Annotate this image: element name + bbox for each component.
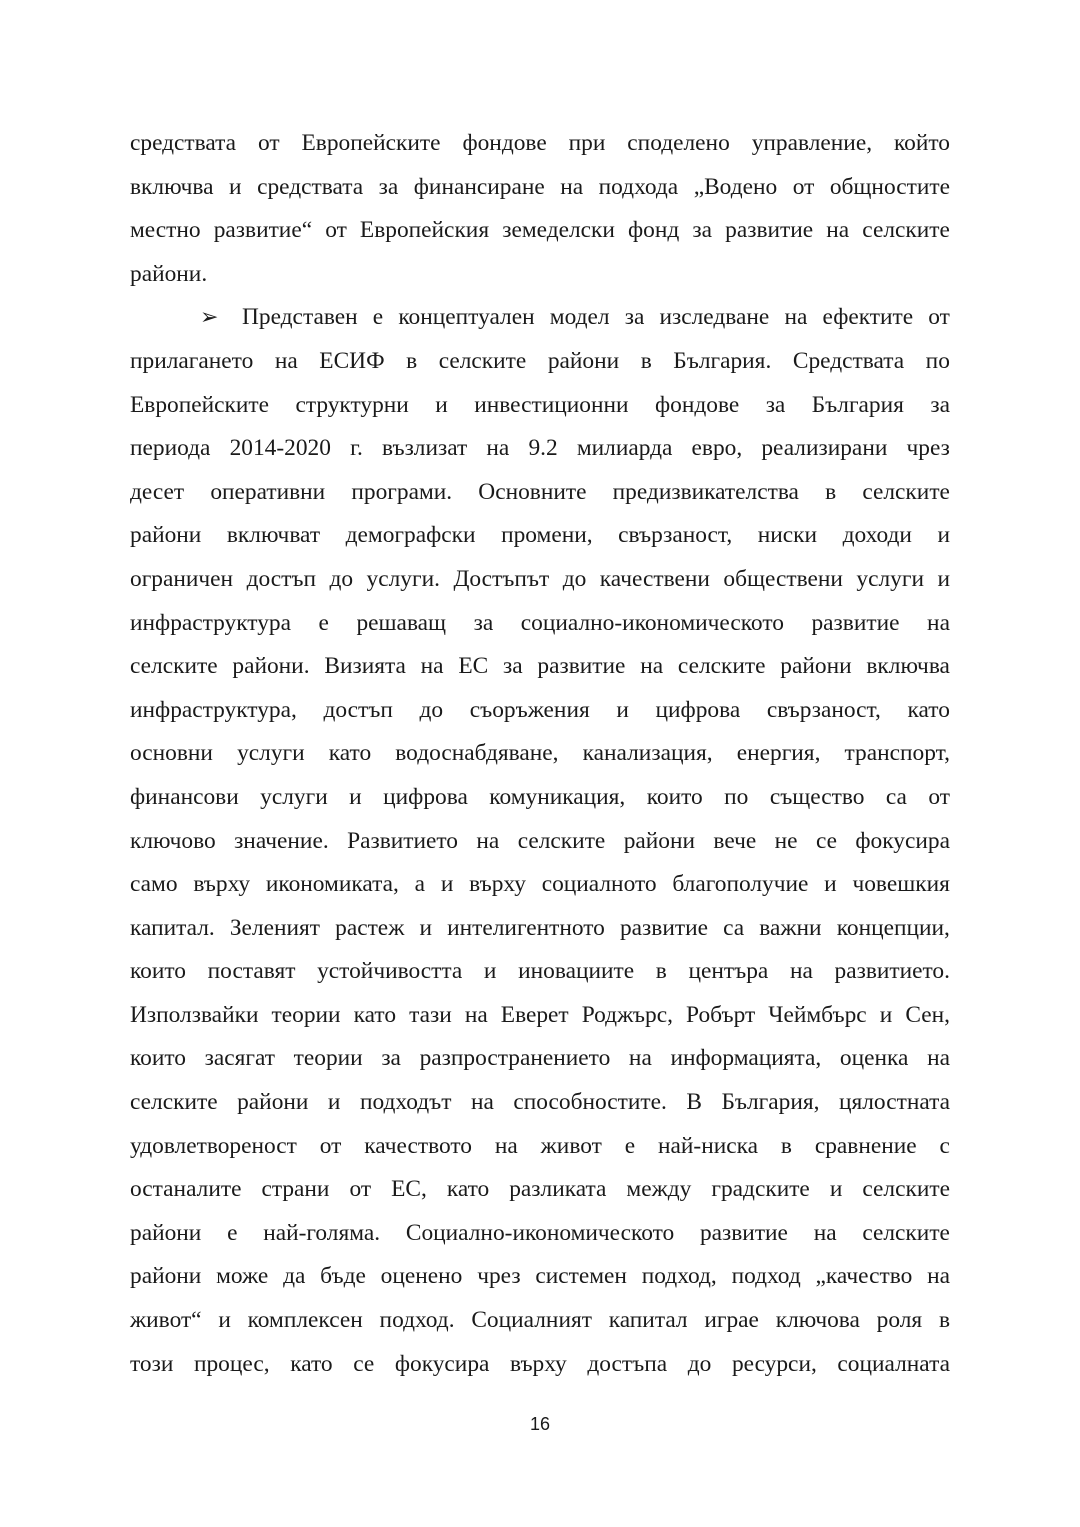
- word: ниски: [757, 522, 818, 549]
- word: оценено: [380, 1263, 463, 1290]
- text-line: [130, 340, 950, 384]
- word: на: [784, 304, 808, 331]
- word: Достъпът: [453, 565, 550, 592]
- word: финансиране: [413, 173, 545, 200]
- word: включва: [130, 173, 214, 200]
- word: земеделски: [502, 217, 615, 244]
- word: роля: [876, 1307, 923, 1334]
- word: и: [218, 1307, 231, 1334]
- word: най-ниска: [657, 1132, 758, 1159]
- text-line: [130, 1037, 950, 1081]
- word: теории: [271, 1001, 341, 1028]
- word: може: [216, 1263, 269, 1290]
- text-line: [130, 776, 950, 820]
- text-line: [130, 1299, 950, 1343]
- word: Сен,: [905, 1001, 950, 1028]
- word: демографски: [345, 522, 476, 549]
- word: структурни: [295, 391, 409, 418]
- word: като: [328, 740, 372, 767]
- word: достъпа: [587, 1350, 668, 1377]
- word: и: [937, 522, 950, 549]
- word: останалите: [130, 1176, 242, 1203]
- text-line: [130, 209, 950, 253]
- text-line: [130, 645, 950, 689]
- word: центъра: [688, 958, 769, 985]
- word: за: [624, 304, 645, 331]
- word: на: [628, 1045, 652, 1072]
- word: живот“: [130, 1307, 202, 1334]
- word: засягат: [204, 1045, 275, 1072]
- word: достъп: [246, 565, 316, 592]
- text-line: [130, 427, 950, 471]
- word: програми.: [351, 478, 453, 505]
- word: Европейските: [130, 391, 270, 418]
- word: и: [824, 871, 837, 898]
- word: подход: [731, 1263, 801, 1290]
- word: на: [560, 173, 584, 200]
- text-line: [130, 253, 950, 297]
- word: от: [792, 173, 815, 200]
- word: до: [419, 696, 444, 723]
- word: селските: [677, 653, 766, 680]
- word: периода: [130, 435, 211, 462]
- word: информацията,: [670, 1045, 822, 1072]
- word: концептуален: [398, 304, 535, 331]
- word: услуги.: [366, 565, 440, 592]
- word: които: [130, 958, 186, 985]
- word: райони: [780, 653, 852, 680]
- word: устойчивостта: [317, 958, 463, 985]
- word: на: [826, 217, 850, 244]
- word: развитие: [619, 914, 708, 941]
- word: страни: [261, 1176, 330, 1203]
- word: Основните: [478, 478, 587, 505]
- word: цифрова: [655, 696, 741, 723]
- word: и: [419, 914, 432, 941]
- word: райони: [547, 347, 620, 374]
- word: от: [928, 783, 950, 810]
- word: цифрова: [383, 783, 468, 810]
- word: са: [723, 914, 745, 941]
- text-line: [130, 166, 950, 210]
- word: се: [353, 1350, 375, 1377]
- word: до: [562, 565, 587, 592]
- word: са: [885, 783, 907, 810]
- word: ЕСИФ: [319, 347, 385, 374]
- word: концепции,: [836, 914, 950, 941]
- word: промени,: [501, 522, 593, 549]
- word: чрез: [477, 1263, 521, 1290]
- word: до: [687, 1350, 712, 1377]
- word: и: [829, 1176, 843, 1203]
- word: на: [494, 1132, 518, 1159]
- word: на: [486, 435, 510, 462]
- word: Развитието: [347, 827, 459, 854]
- word: процес,: [193, 1350, 270, 1377]
- word: растеж: [335, 914, 405, 941]
- word: е: [372, 304, 384, 331]
- word: иновациите: [518, 958, 635, 985]
- word: местно: [130, 217, 201, 244]
- word: ограничен: [130, 565, 234, 592]
- word: възлизат: [382, 435, 468, 462]
- word: енергия,: [736, 740, 821, 767]
- word: е: [624, 1132, 636, 1159]
- word: подход,: [641, 1263, 717, 1290]
- word: в: [655, 958, 667, 985]
- word: способностите.: [513, 1089, 667, 1116]
- word: като: [353, 1001, 397, 1028]
- word: прилагането: [130, 347, 254, 374]
- text-line: [130, 950, 950, 994]
- word: Средствата: [792, 347, 905, 374]
- word: транспорт,: [844, 740, 950, 767]
- word: върху: [510, 1350, 567, 1377]
- text-line: [130, 689, 950, 733]
- text-line: [130, 1168, 950, 1212]
- word: селските: [517, 827, 606, 854]
- word: модел: [549, 304, 610, 331]
- word: се: [815, 827, 838, 854]
- word: общностите: [829, 173, 950, 200]
- word: значение.: [234, 827, 329, 854]
- word: върху: [193, 871, 251, 898]
- word: разликата: [509, 1176, 607, 1203]
- word: евро,: [691, 435, 743, 462]
- word: най-голяма.: [263, 1219, 381, 1246]
- word: развитие: [699, 1219, 788, 1246]
- word: Зеленият: [229, 914, 321, 941]
- word: изследване: [659, 304, 770, 331]
- word: а: [414, 871, 426, 898]
- word: на: [927, 1263, 950, 1290]
- text-line: [130, 732, 950, 776]
- word: в: [938, 1307, 950, 1334]
- word: като: [290, 1350, 333, 1377]
- word: и: [483, 958, 497, 985]
- word: споделено: [627, 130, 730, 156]
- word: градските: [711, 1176, 810, 1203]
- word: ресурси,: [731, 1350, 817, 1377]
- word: райони: [130, 1219, 202, 1246]
- page-number: 16: [529, 1414, 551, 1434]
- word: фокусира: [855, 827, 950, 854]
- word: инвестиционни: [474, 391, 629, 418]
- word: основни: [130, 740, 213, 767]
- word: подхода: [598, 173, 679, 200]
- word: Роджърс,: [581, 1001, 673, 1028]
- word: включват: [226, 522, 321, 549]
- word: инфраструктура,: [130, 696, 297, 723]
- word: на: [274, 347, 298, 374]
- text-line: [130, 994, 950, 1038]
- text-line: [130, 514, 950, 558]
- word: Европейските: [301, 130, 441, 156]
- word: играе: [704, 1307, 759, 1334]
- word: на: [464, 1001, 488, 1028]
- word: само: [130, 871, 178, 898]
- word: в: [780, 1132, 792, 1159]
- word: за: [692, 217, 713, 244]
- word: които: [646, 783, 703, 810]
- word: селските: [862, 1219, 950, 1246]
- text-line: [130, 820, 950, 864]
- word: чрез: [906, 435, 950, 462]
- word: услуги: [237, 740, 305, 767]
- word: ключово: [130, 827, 216, 854]
- word: от: [928, 304, 950, 331]
- word: ЕС,: [391, 1176, 427, 1203]
- word: комплексен: [247, 1307, 363, 1334]
- word: удовлетвореност: [130, 1132, 297, 1159]
- word: селските: [862, 1176, 950, 1203]
- word: решаващ: [356, 609, 447, 636]
- word: който: [893, 130, 950, 156]
- text-line: [130, 1255, 950, 1299]
- text-line: [130, 863, 950, 907]
- word: не: [774, 827, 798, 854]
- word: икономиката,: [265, 871, 399, 898]
- word: България.: [673, 347, 772, 374]
- word: вече: [713, 827, 757, 854]
- word: интелигентното: [447, 914, 605, 941]
- word: Европейския: [359, 217, 490, 244]
- word: селските: [862, 478, 950, 505]
- word: същество: [769, 783, 865, 810]
- word: развитие“: [213, 217, 313, 244]
- word: десет: [130, 478, 185, 505]
- word: за: [503, 653, 523, 680]
- word: този: [130, 1350, 174, 1377]
- word: селските: [130, 1089, 218, 1116]
- word: предизвикателства: [612, 478, 799, 505]
- word: тази: [409, 1001, 452, 1028]
- word: и: [616, 696, 629, 723]
- word: България,: [721, 1089, 820, 1116]
- word: капитал: [608, 1307, 688, 1334]
- word: развитие: [725, 217, 814, 244]
- word: достъп: [323, 696, 393, 723]
- word: на: [470, 1089, 494, 1116]
- word: от: [319, 1132, 342, 1159]
- word: на: [927, 609, 950, 636]
- word: и: [440, 871, 454, 898]
- word: фонд: [628, 217, 680, 244]
- word: в: [825, 478, 837, 505]
- word: на: [813, 1219, 837, 1246]
- word: да: [283, 1263, 306, 1290]
- text-line: [130, 602, 950, 646]
- word: средствата: [257, 173, 364, 200]
- word: В: [686, 1089, 702, 1116]
- word: комуникация,: [489, 783, 626, 810]
- word: Социално-икономическото: [405, 1219, 675, 1246]
- word: България: [811, 391, 904, 418]
- bullet-line: [130, 296, 950, 340]
- word: социално-икономическото: [520, 609, 784, 636]
- document-body: [130, 122, 950, 1386]
- word: Чеймбърс: [768, 1001, 867, 1028]
- word: канализация,: [582, 740, 713, 767]
- word: и: [349, 783, 362, 810]
- word: за: [378, 173, 399, 200]
- word: върху: [469, 871, 526, 898]
- text-line: [130, 471, 950, 515]
- word: услуги: [260, 783, 328, 810]
- word: на: [476, 827, 500, 854]
- word: и: [435, 391, 448, 418]
- word: поставят: [207, 958, 296, 985]
- word: в: [406, 347, 418, 374]
- word: е: [318, 609, 329, 636]
- word: и: [937, 565, 950, 592]
- word: фондове: [654, 391, 740, 418]
- word: системен: [535, 1263, 627, 1290]
- word: е: [227, 1219, 238, 1246]
- word: подход.: [379, 1307, 455, 1334]
- word: райони.: [232, 653, 310, 680]
- word: човешкия: [852, 871, 950, 898]
- word: г.: [350, 435, 363, 462]
- word: „Водено: [693, 173, 778, 200]
- word: от: [325, 217, 347, 244]
- word: бъде: [320, 1263, 366, 1290]
- word: за: [765, 391, 786, 418]
- word: подходът: [359, 1089, 452, 1116]
- word: до: [329, 565, 354, 592]
- word: ключова: [775, 1307, 860, 1334]
- word: разпространението: [419, 1045, 611, 1072]
- word: ЕС: [458, 653, 489, 680]
- word: фондове: [462, 130, 547, 156]
- word: финансови: [130, 783, 239, 810]
- word: в: [640, 347, 652, 374]
- word: реализирани: [761, 435, 888, 462]
- text-line: [130, 558, 950, 602]
- word: развитие: [811, 609, 900, 636]
- word: Използвайки: [130, 1001, 259, 1028]
- word: благополучие: [672, 871, 809, 898]
- arrow-bullet-icon: ➢: [200, 305, 219, 331]
- text-line: [130, 122, 950, 166]
- word: теории: [293, 1045, 363, 1072]
- word: за: [381, 1045, 401, 1072]
- word: от: [257, 130, 280, 156]
- word: капитал.: [130, 914, 215, 941]
- word: оценка: [839, 1045, 909, 1072]
- word: развитието.: [834, 958, 950, 985]
- word: и: [879, 1001, 893, 1028]
- word: цялостната: [838, 1089, 950, 1116]
- text-line: [130, 384, 950, 428]
- word: социалната: [837, 1350, 950, 1377]
- word: между: [626, 1176, 692, 1203]
- word: социалното: [541, 871, 657, 898]
- word: инфраструктура: [130, 609, 291, 636]
- word: обществени: [723, 565, 843, 592]
- word: доходи: [842, 522, 912, 549]
- word: качествени: [599, 565, 710, 592]
- word: които: [130, 1045, 186, 1072]
- word: за: [473, 609, 494, 636]
- word: Еверет: [500, 1001, 569, 1028]
- word: по: [925, 347, 950, 374]
- word: живот: [540, 1132, 602, 1159]
- word: райони: [623, 827, 696, 854]
- word: важни: [759, 914, 822, 941]
- word: Робърт: [686, 1001, 756, 1028]
- word: свързаност,: [766, 696, 881, 723]
- word: услуги: [856, 565, 924, 592]
- word: на: [420, 653, 444, 680]
- word: на: [927, 1045, 950, 1072]
- word: като: [907, 696, 950, 723]
- text-line: [130, 1343, 950, 1387]
- word: райони: [130, 522, 202, 549]
- word: оперативни: [210, 478, 326, 505]
- word: при: [568, 130, 606, 156]
- word: фокусира: [394, 1350, 490, 1377]
- word: с: [939, 1132, 950, 1159]
- word: включва: [866, 653, 950, 680]
- word: Представен: [242, 304, 358, 331]
- word: селските: [862, 217, 950, 244]
- word: „качество: [815, 1263, 913, 1290]
- word: 2014-2020: [229, 435, 331, 462]
- word: развитие: [537, 653, 626, 680]
- word: качеството: [364, 1132, 472, 1159]
- word: и: [229, 173, 242, 200]
- word: на: [640, 653, 664, 680]
- word: като: [446, 1176, 490, 1203]
- word: на: [789, 958, 813, 985]
- word: селските: [130, 653, 218, 680]
- word: водоснабдяване,: [395, 740, 559, 767]
- word: райони.: [130, 260, 208, 287]
- word: Социалният: [471, 1307, 592, 1334]
- word: Визията: [324, 653, 406, 680]
- word: по: [724, 783, 749, 810]
- word: райони: [130, 1263, 202, 1290]
- word: от: [349, 1176, 372, 1203]
- word: и: [327, 1089, 341, 1116]
- word: селските: [438, 347, 527, 374]
- text-line: [130, 1081, 950, 1125]
- word: райони: [237, 1089, 309, 1116]
- word: управление,: [751, 130, 873, 156]
- word: средствата: [130, 130, 237, 156]
- word: милиарда: [576, 435, 673, 462]
- text-line: [130, 1125, 950, 1169]
- word: сравнение: [814, 1132, 917, 1159]
- text-line: [130, 907, 950, 951]
- word: свързаност,: [618, 522, 733, 549]
- text-line: [242, 296, 950, 340]
- word: съоръжения: [469, 696, 590, 723]
- word: 9.2: [528, 435, 558, 462]
- text-line: [130, 1212, 950, 1256]
- word: за: [930, 391, 950, 418]
- word: ефектите: [822, 304, 914, 331]
